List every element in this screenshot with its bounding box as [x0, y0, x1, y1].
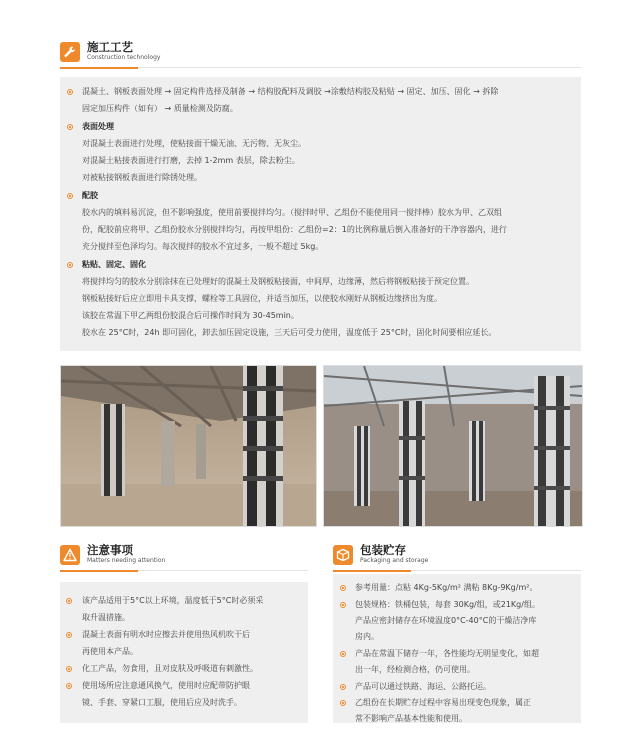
bonding-line-2: 钢板粘接好后应立即用卡具支撑，螺栓等工具固位，并适当加压，以使胶水刚好从钢板边缘挤出为度。 — [82, 294, 442, 303]
bonding-line-1: 将搅拌均匀的胶水分别涂抹在已处理好的混凝土及钢板粘接面，中间厚，边缘薄，然后将钢板粘接于预定位置。 — [82, 277, 474, 286]
precautions-rule — [138, 570, 308, 571]
surface-line-2: 对混凝土粘接表面进行打磨，去掉 1-2mm 表层，除去粉尘。 — [82, 156, 300, 165]
bonding-line-4: 胶水在 25°C时，24h 即可固化，卸去加压固定设施，三天后可受力使用，温度低于 25°C时，固化时间要相应延长。 — [82, 328, 497, 337]
packaging-5-line-2: 常不影响产品基本性能和使用。 — [355, 714, 467, 723]
bonding-heading: 粘贴、固定、固化 — [82, 260, 146, 269]
mixing-line-2: 份，配胶前应将甲、乙组份胶水分别搅拌均匀，再按甲组份：乙组份=2：1的比例称量后倒入准备好的干净容器内，进行 — [82, 225, 507, 234]
bonding-line-3: 该胶在常温下甲乙两组份胶混合后可操作时间为 30-45min。 — [82, 311, 299, 320]
precaution-2-line-1: 混凝土表面有明水时应擦去并使用热风机吹干后 — [82, 630, 250, 639]
bullet-icon — [340, 684, 346, 690]
packaging-subtitle: Packaging and storage — [360, 557, 429, 564]
wrench-icon — [60, 42, 80, 62]
construction-rule — [138, 67, 581, 68]
surface-heading: 表面处理 — [82, 122, 114, 131]
bullet-icon — [66, 683, 72, 689]
precautions-subtitle: Matters needing attention — [87, 557, 166, 564]
bullet-icon — [66, 598, 72, 604]
precaution-4-line-2: 镜、手套、穿紧口工服，使用后应及时洗手。 — [82, 698, 242, 707]
packaging-header — [333, 544, 428, 565]
construction-photo-right — [323, 365, 583, 527]
construction-photo-left — [60, 365, 317, 527]
surface-line-1: 对混凝土表面进行处理，使粘接面干燥无油、无污物、无灰尘。 — [82, 139, 306, 148]
construction-subtitle: Construction technology — [87, 54, 161, 61]
warning-icon — [60, 545, 80, 565]
bullet-icon — [340, 602, 346, 608]
precautions-underline — [60, 570, 138, 572]
precaution-3-line-1: 化工产品，勿食用，且对皮肤及呼吸道有刺激性。 — [82, 664, 258, 673]
precautions-header — [60, 544, 165, 565]
precaution-1-line-2: 取升温措施。 — [82, 613, 130, 622]
bullet-icon — [66, 632, 72, 638]
package-icon — [333, 545, 353, 565]
bullet-icon — [340, 651, 346, 657]
bullet-icon — [67, 193, 73, 199]
precaution-1-line-1: 该产品适用于5°C以上环境，温度低于5°C时必须采 — [82, 596, 264, 605]
precaution-2-line-2: 再使用本产品。 — [82, 647, 138, 656]
packaging-underline — [333, 570, 411, 572]
bullet-icon — [66, 666, 72, 672]
bullet-icon — [67, 124, 73, 130]
process-line-2: 固定加压构件（如有） → 质量检测及防腐。 — [82, 104, 238, 113]
packaging-3-line-1: 产品在常温下储存一年，各性能均无明显变化，如超 — [355, 649, 539, 658]
packaging-rule — [411, 570, 581, 571]
packaging-2-line-1: 包装规格：铁桶包装，每套 30Kg/组，或21Kg/组。 — [355, 600, 540, 609]
bullet-icon — [340, 585, 346, 591]
precaution-4-line-1: 使用场所应注意通风换气，使用时应配带防护眼 — [82, 681, 250, 690]
packaging-3-line-2: 出一年，经检测合格，仍可使用。 — [355, 665, 475, 674]
packaging-2-line-2: 产品应密封储存在环境温度0°C-40°C的干燥洁净库 — [355, 616, 537, 625]
packaging-1-line-1: 参考用量：点粘 4Kg-5Kg/m² 满粘 8Kg-9Kg/m²。 — [355, 583, 538, 592]
bullet-icon — [340, 700, 346, 706]
packaging-5-line-1: 乙组份在长期贮存过程中容易出现变色现象，属正 — [355, 698, 531, 707]
packaging-title: 包装贮存 — [360, 543, 406, 557]
construction-header — [60, 41, 160, 62]
bullet-icon — [67, 89, 73, 95]
precautions-title: 注意事项 — [87, 543, 133, 557]
mixing-line-1: 胶水内的填料易沉淀，但不影响强度，使用前要搅拌均匀。（搅拌时甲、乙组份不能使用同一搅拌棒）胶水为甲、乙双组 — [82, 208, 502, 217]
process-line-1: 混凝土、钢板表面处理 → 固定构件选择及制备 → 结构胶配料及调胶 →涂敷结构胶及粘贴 → 固定、加压、固化 → 拆除 — [82, 87, 499, 96]
bullet-icon — [67, 262, 73, 268]
construction-underline — [60, 67, 138, 69]
construction-title: 施工工艺 — [87, 40, 133, 54]
mixing-line-3: 充分搅拌至色泽均匀。每次搅拌的胶水不宜过多，一般不超过 5kg。 — [82, 242, 324, 251]
mixing-heading: 配胶 — [82, 191, 98, 200]
packaging-4-line-1: 产品可以通过铁路、海运、公路托运。 — [355, 682, 491, 691]
surface-line-3: 对被粘接钢板表面进行除锈处理。 — [82, 173, 202, 182]
packaging-2-line-3: 房内。 — [355, 632, 379, 641]
